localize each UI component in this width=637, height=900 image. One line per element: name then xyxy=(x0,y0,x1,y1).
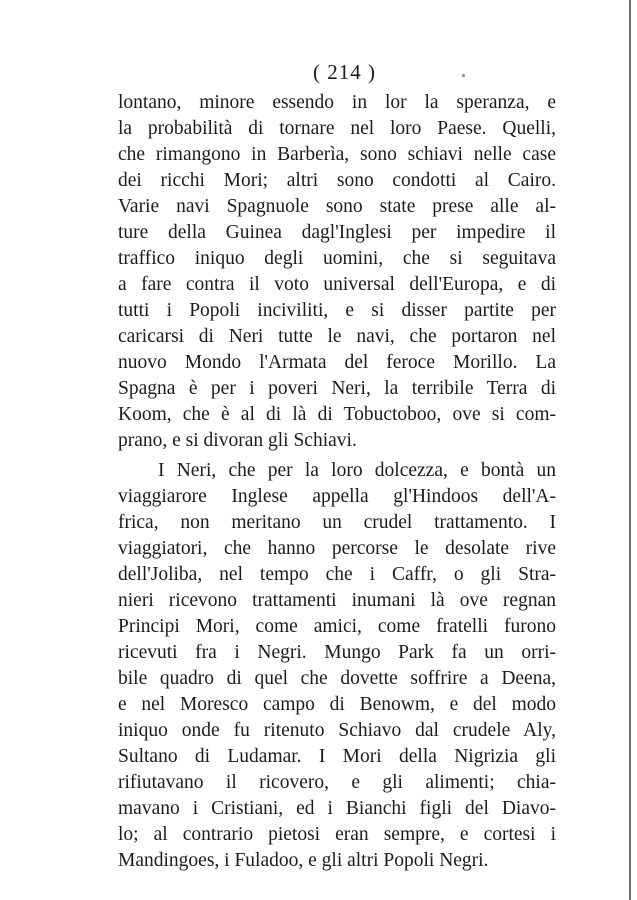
text-line: iniquo onde fu ritenuto Schiavo dal crudele Aly, xyxy=(118,720,556,741)
text-line: viaggiatori, che hanno percorse le desolate rive xyxy=(118,538,556,559)
text-line: dell'Joliba, nel tempo che i Caffr, o gli Stra- xyxy=(118,564,556,585)
text-line: viaggiarore Inglese appella gl'Hindoos dell'A- xyxy=(118,486,556,507)
text-line: tutti i Popoli inciviliti, e si disser partite per xyxy=(118,300,556,321)
paragraph-2 xyxy=(118,458,556,874)
text-line: nuovo Mondo l'Armata del feroce Morillo. La xyxy=(118,352,556,373)
text-line: lo; al contrario pietosi eran sempre, e cortesi i xyxy=(118,824,556,845)
text-line: I Neri, che per la loro dolcezza, e bontà un xyxy=(158,460,556,481)
text-line: Principi Mori, come amici, come fratelli furono xyxy=(118,616,556,637)
text-line: la probabilità di tornare nel loro Paese. Quelli, xyxy=(118,118,556,139)
text-line: nieri ricevono trattamenti inumani là ove regnan xyxy=(118,590,556,611)
paragraph-1 xyxy=(118,90,556,454)
text-line: mavano i Cristiani, ed i Bianchi figli del Diavo- xyxy=(118,798,556,819)
text-line: Varie navi Spagnuole sono state prese alle al- xyxy=(118,196,556,217)
text-line: prano, e si divoran gli Schiavi. xyxy=(118,430,357,451)
page-edge xyxy=(629,0,631,900)
text-line: dei ricchi Mori; altri sono condotti al Cairo. xyxy=(118,170,556,191)
text-line: Mandingoes, i Fuladoo, e gli altri Popoli Negri. xyxy=(118,850,489,871)
text-line: frica, non meritano un crudel trattamento. I xyxy=(118,512,556,533)
text-line: traffico iniquo degli uomini, che si seguitava xyxy=(118,248,556,269)
text-line: che rimangono in Barberìa, sono schiavi nelle case xyxy=(118,144,556,165)
text-line: bile quadro di quel che dovette soffrire a Deena, xyxy=(118,668,556,689)
text-line: Spagna è per i poveri Neri, la terribile Terra di xyxy=(118,378,556,399)
text-line: ricevuti fra i Negri. Mungo Park fa un orri- xyxy=(118,642,556,663)
ink-speck xyxy=(462,74,465,77)
text-line: lontano, minore essendo in lor la speranza, e xyxy=(118,92,556,113)
text-line: ture della Guinea dagl'Inglesi per impedire il xyxy=(118,222,556,243)
text-line: a fare contra il voto universal dell'Europa, e di xyxy=(118,274,556,295)
body-text xyxy=(118,90,556,874)
page-number: ( 214 ) xyxy=(313,60,376,84)
text-line: e nel Moresco campo di Benowm, e del modo xyxy=(118,694,556,715)
text-line: Koom, che è al di là di Tobuctoboo, ove si com- xyxy=(118,404,556,425)
text-line: Sultano di Ludamar. I Mori della Nigrizia gli xyxy=(118,746,556,767)
text-line: rifiutavano il ricovero, e gli alimenti; chia- xyxy=(118,772,556,793)
text-line: caricarsi di Neri tutte le navi, che portaron nel xyxy=(118,326,556,347)
